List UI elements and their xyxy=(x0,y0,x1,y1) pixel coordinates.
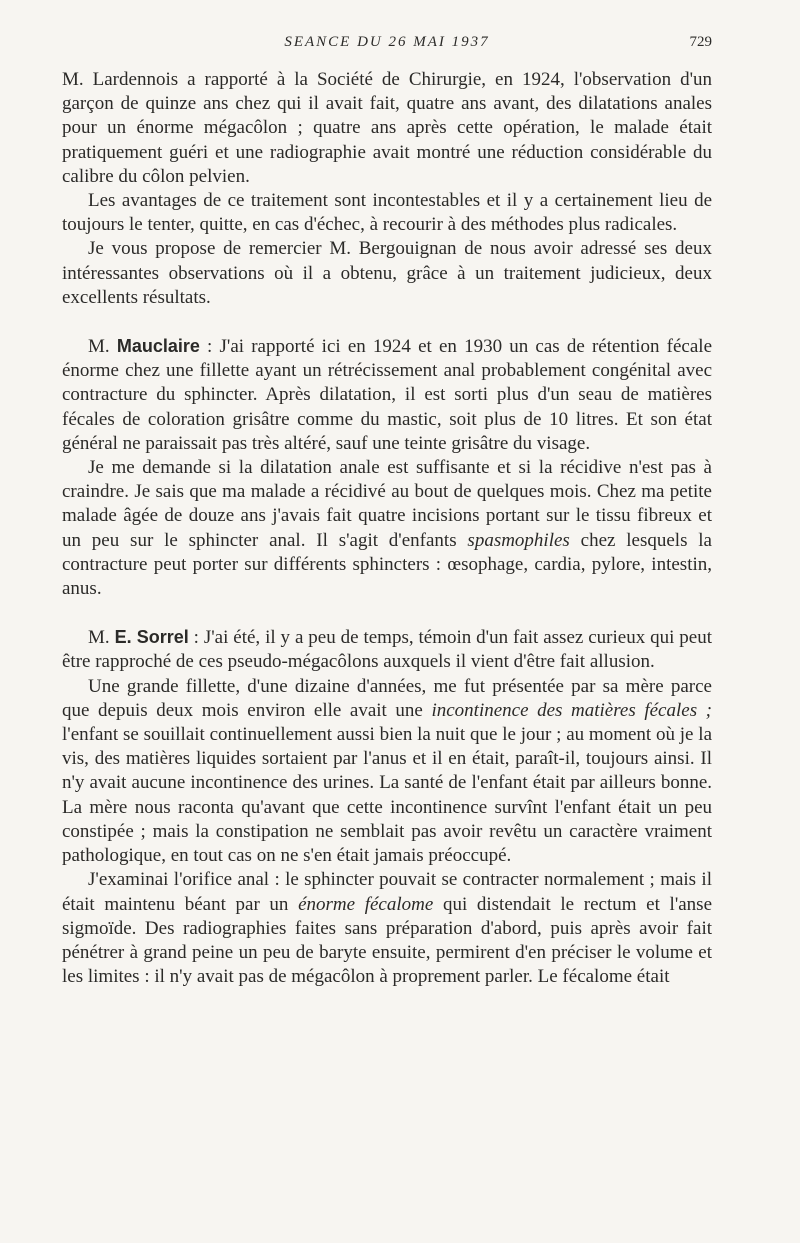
paragraph-text: Je me demande si la dilatation anale est suffisante et si la récidive n'est pas à craindre. Je sais que ma malade a récidivé au bout de quelques mois. Chez ma petite malade âgée de douze ans j'avais fait quatre incisions portant sur le tissu fibreux et un peu sur le sphincter anal. Il s'agit d'enfants xyxy=(62,457,712,551)
section-gap xyxy=(62,310,712,334)
speaker-prefix: M. xyxy=(88,627,115,649)
paragraph-text: l'enfant se souillait continuellement aussi bien la nuit que le jour ; au moment où je la vis, des matières liquides sortaient par l'anus et il en était, paraît-il, toujours ainsi. Il n'y avait aucune incontinence des urines. La santé de l'enfant était par ailleurs bonne. La mère nous raconta qu'avant que cette incontinence survînt l'enfant était un peu constipée ; mais la constipation ne semblait pas avoir revêtu un caractère vraiment pathologique, en tout cas on ne s'en était jamais préoccupé. xyxy=(62,724,712,867)
paragraph-lardennois: M. Lardennois a rapporté à la Société de Chirurgie, en 1924, l'observation d'un garçon de quinze ans chez qui il avait fait, quatre ans avant, des dilatations anales pour un énorme mégacôlon ; quatre ans après cette opération, le malade était pratiquement guéri et une radiographie avait montré une réduction considérable du calibre du côlon pelvien. xyxy=(62,69,712,187)
emphasis-text: spasmophiles xyxy=(467,529,570,551)
speaker-colon: : xyxy=(188,627,204,649)
speaker-name-sorrel: E. Sorrel xyxy=(114,627,189,648)
paragraph-text: qui distendait le rectum et l'anse sigmoïde. Des radiographies faites sans préparation d'abord, puis après avoir fait pénétrer à grand peine un peu de baryte ensuite, permirent d'en préciser le volume et les limites : il n'y avait pas de mégacôlon à proprement parler. Le fécalome était xyxy=(62,893,713,988)
speaker-name-mauclaire: Mauclaire xyxy=(116,336,200,357)
emphasis-text: incontinence des matières fécales ; xyxy=(431,699,713,721)
paragraph-sorrel-2 xyxy=(62,675,712,869)
paragraph-text: J'examinai l'orifice anal : le sphincter pouvait se contracter normalement ; mais il était maintenu béant par un xyxy=(62,869,712,915)
paragraph-sorrel-1 xyxy=(62,625,712,674)
paragraph-text: J'ai été, il y a peu de temps, témoin d'un fait assez curieux qui peut être rapproché de ces pseudo-mégacôlons auxquels il vient d'être fait allusion. xyxy=(62,627,712,673)
paragraph-avantages: Les avantages de ce traitement sont incontestables et il y a certainement lieu de toujours le tenter, quitte, en cas d'échec, à recourir à des méthodes plus radicales. xyxy=(62,190,712,236)
paragraph-sorrel-3 xyxy=(62,868,712,989)
article-body xyxy=(62,68,712,989)
speaker-prefix: M. xyxy=(88,336,117,358)
page-number: 729 xyxy=(689,34,712,50)
emphasis-text: énorme fécalome xyxy=(298,893,434,915)
paragraph-mauclaire-2 xyxy=(62,456,712,601)
running-header xyxy=(62,34,712,58)
paragraph-text: chez lesquels la contracture peut porter sur différents sphincters : œsophage, cardia, pylore, intestin, anus. xyxy=(62,529,712,600)
speaker-colon: : xyxy=(199,336,220,358)
paragraph-remerciement: Je vous propose de remercier M. Bergouignan de nous avoir adressé ses deux intéressantes observations où il a obtenu, grâce à un traitement judicieux, deux excellents résultats. xyxy=(62,238,712,308)
paragraph-text: Une grande fillette, d'une dizaine d'années, me fut présentée par sa mère parce que depuis deux mois environ elle avait une xyxy=(62,675,712,721)
paragraph-text: J'ai rapporté ici en 1924 et en 1930 un cas de rétention fécale énorme chez une fillette ayant un rétrécissement anal probablement congénital avec contracture du sphincter. Après dilatation, il est sorti plus d'un seau de matières fécales de coloration grisâtre comme du mastic, soit plus de 10 litres. Et son état général ne paraissait pas très altéré, sauf une teinte grisâtre du visage. xyxy=(62,336,712,454)
running-title: SEANCE DU 26 MAI 1937 xyxy=(284,34,490,50)
section-gap xyxy=(62,601,712,625)
paragraph-mauclaire-1 xyxy=(62,334,712,456)
